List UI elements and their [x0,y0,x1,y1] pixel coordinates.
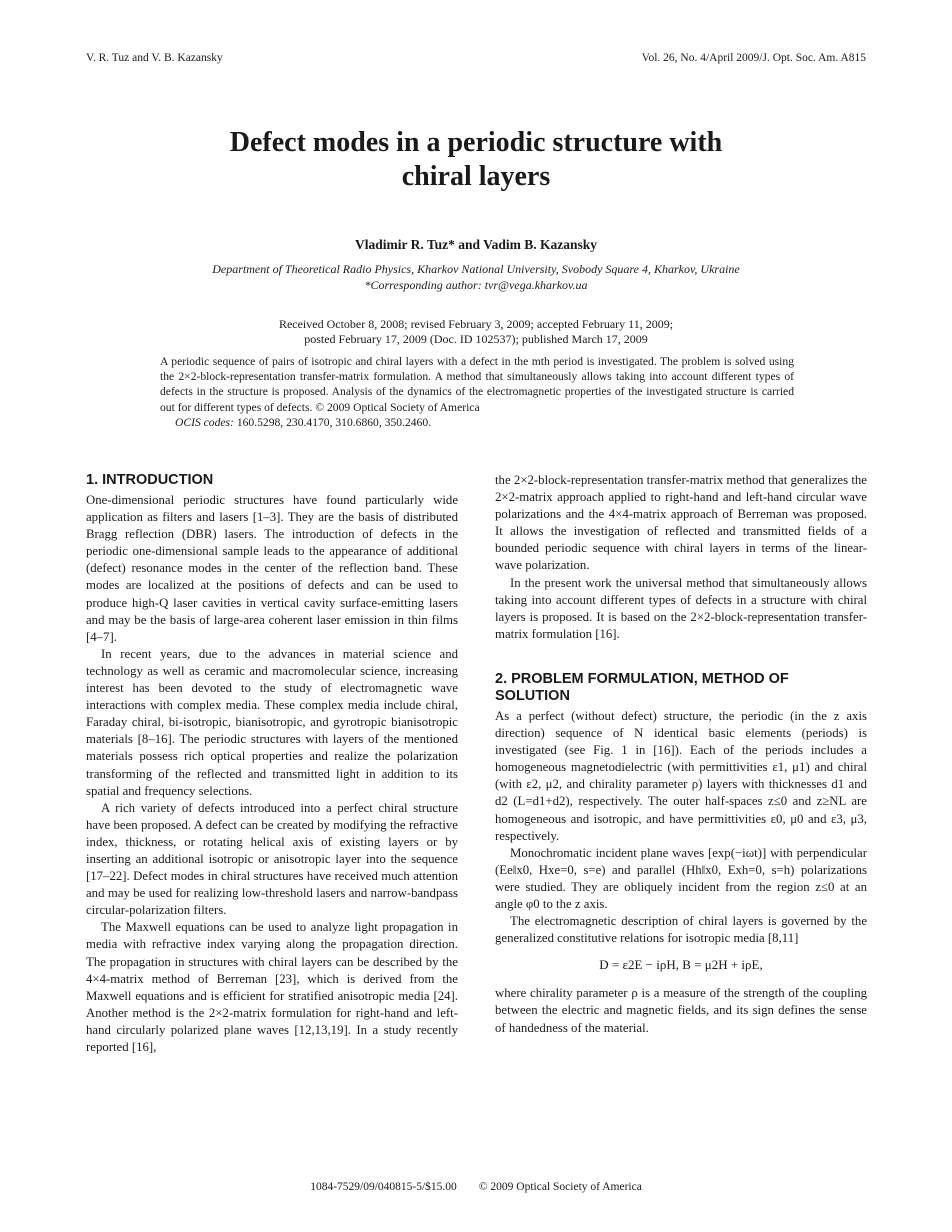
title-line-1: Defect modes in a periodic structure with [229,127,723,158]
section-heading-introduction: 1. INTRODUCTION [86,472,214,488]
header-right [642,52,866,64]
constitutive-equation: D = ε2E − iρH, B = μ2H + iρE, [599,957,763,973]
method-paragraph-2: Monochromatic incident plane waves [exp(−iωt)] with perpendicular (Ee‖x0, Hxe=0, s=e) and parallel (Hh‖x0, Exh=0, s=h) polarizations were studied. They are obliquely incident from the region z≤0 at an angle φ0 to the z axis. [495,845,867,911]
header-authors: V. R. Tuz and V. B. Kazansky [86,52,223,64]
abstract-text: A periodic sequence of pairs of isotropic and chiral layers with a defect in the mth period is investigated. The problem is solved using the 2×2-block-representation transfer-matrix formulation. A method that simultaneously allows taking into account different types of defects in the structure is proposed. Analysis of the dynamics of the electromagnetic properties of the investigated structure is carried out for different types of defects. © 2009 Optical Society of America [160,355,794,414]
ocis-label: OCIS codes: [175,415,234,429]
intro-paragraph-6: In the present work the universal method that simultaneously allows taking into account different types of defects in a structure with chiral layers is proposed. It is based on the 2×2-block-representation transfer-matrix formulation [16]. [495,575,867,641]
intro-paragraph-5: the 2×2-block-representation transfer-matrix method that generalizes the 2×2-matrix approach applied to right-hand and left-hand circular wave polarizations and the 4×4-matrix approach of Berreman was proposed. It allows the investigation of reflected and transmitted fields of a bounded periodic sequence with chiral layers in terms of the linear-wave polarization. [495,473,867,573]
left-column [86,472,458,1056]
corresponding-author: *Corresponding author: tvr@vega.kharkov.ua [364,278,588,292]
author-list: Vladimir R. Tuz* and Vadim B. Kazansky [354,237,598,252]
ocis-values: 160.5298, 230.4170, 310.6860, 350.2460. [236,415,432,429]
abstract [160,354,794,430]
intro-paragraph-1: One-dimensional periodic structures have found particularly wide application as filters and lasers [1–3]. They are the basis of distributed Bragg reflection (DBR) lasers. The introduction of defects in the periodic one-dimensional sample leads to the appearance of additional (defect) resonance modes in the center of the reflection band. These modes are localized at the positions of defects and can be used to produce high-Q laser cavities in vertical cavity surface-emitting lasers and may be the basis of large-area coherent laser emission in thin films [4–7]. [86,493,458,644]
header-journal: Vol. 26, No. 4/April 2009/J. Opt. Soc. Am. A [641,52,849,64]
page-footer [0,1181,952,1193]
paper-title [150,126,802,194]
page-number: 815 [848,52,866,64]
footer-code: 1084-7529/09/040815-5/$15.00 [310,1181,457,1193]
intro-paragraph-4: The Maxwell equations can be used to analyze light propagation in media with refractive index varying along the propagation direction. The propagation in structures with chiral layers can be described by the 4×4-matrix method of Berreman [23], which is derived from the Maxwell equations and is efficient for stratified anisotropic media [24]. Another method is the 2×2-matrix formulation for right-hand and left-hand circularly polarized plane waves [12,13,19]. In a study recently reported [16], [86,920,458,1054]
footer-copyright: © 2009 Optical Society of America [478,1181,642,1193]
method-paragraph-3: The electromagnetic description of chiral layers is governed by the generalized constitutive relations for isotropic media [8,11] [495,914,867,946]
intro-paragraph-3: A rich variety of defects introduced into a perfect chiral structure have been proposed. A defect can be created by modifying the refractive index, thickness, or rotating helical axis of existing layers or by inserting an additional isotropic or anisotropic layer into the sequence [17–22]. Defect modes in chiral structures have received much attention and may be used for realizing low-threshold lasers and narrow-bandpass circular-polarization filters. [86,800,458,918]
received-dates: Received October 8, 2008; revised February 3, 2009; accepted February 11, 2009; [278,317,674,331]
ocis-codes [175,415,794,430]
affiliation: Department of Theoretical Radio Physics, Kharkov National University, Svobody Square 4, Kharkov, Ukraine [212,262,740,276]
method-paragraph-1: As a perfect (without defect) structure, the periodic (in the z axis direction) sequence of N identical basic elements (periods) is investigated (see Fig. 1 in [16]). Each of the periods includes a homogeneous magnetodielectric (with permittivities ε1, μ1) and chiral (with ε2, μ2, and chirality parameter ρ) layers with thicknesses d1 and d2 (L=d1+d2), respectively. The outer half-spaces z≤0 and z≥NL are homogeneous and isotropic, and have permittivities ε0, μ0 and ε3, μ3, respectively. [495,708,867,843]
title-line-2: chiral layers [401,161,551,192]
intro-paragraph-2: In recent years, due to the advances in material science and technology as well as ceramic and macromolecular science, increasing interest has been devoted to the study of electromagnetic wave interactions with complex media. These complex media include chiral, Faraday chiral, bi-isotropic, bianisotropic, and gyrotropic bianisotropic materials [8–16]. The periodic structures with layers of the mentioned materials possess rich optical properties and realize the polarization transforming of the reflected and transmitted light in addition to its spatial and frequency selections. [86,646,458,798]
published-dates: posted February 17, 2009 (Doc. ID 102537); published March 17, 2009 [304,332,648,346]
method-paragraph-4: where chirality parameter ρ is a measure of the strength of the coupling between the electric and magnetic fields, and its sign defines the sense of handedness of the material. [495,986,867,1035]
section-heading-problem-formulation: 2. PROBLEM FORMULATION, METHOD OF SOLUTION [495,670,789,704]
running-header [86,52,866,64]
right-column [495,472,867,1037]
